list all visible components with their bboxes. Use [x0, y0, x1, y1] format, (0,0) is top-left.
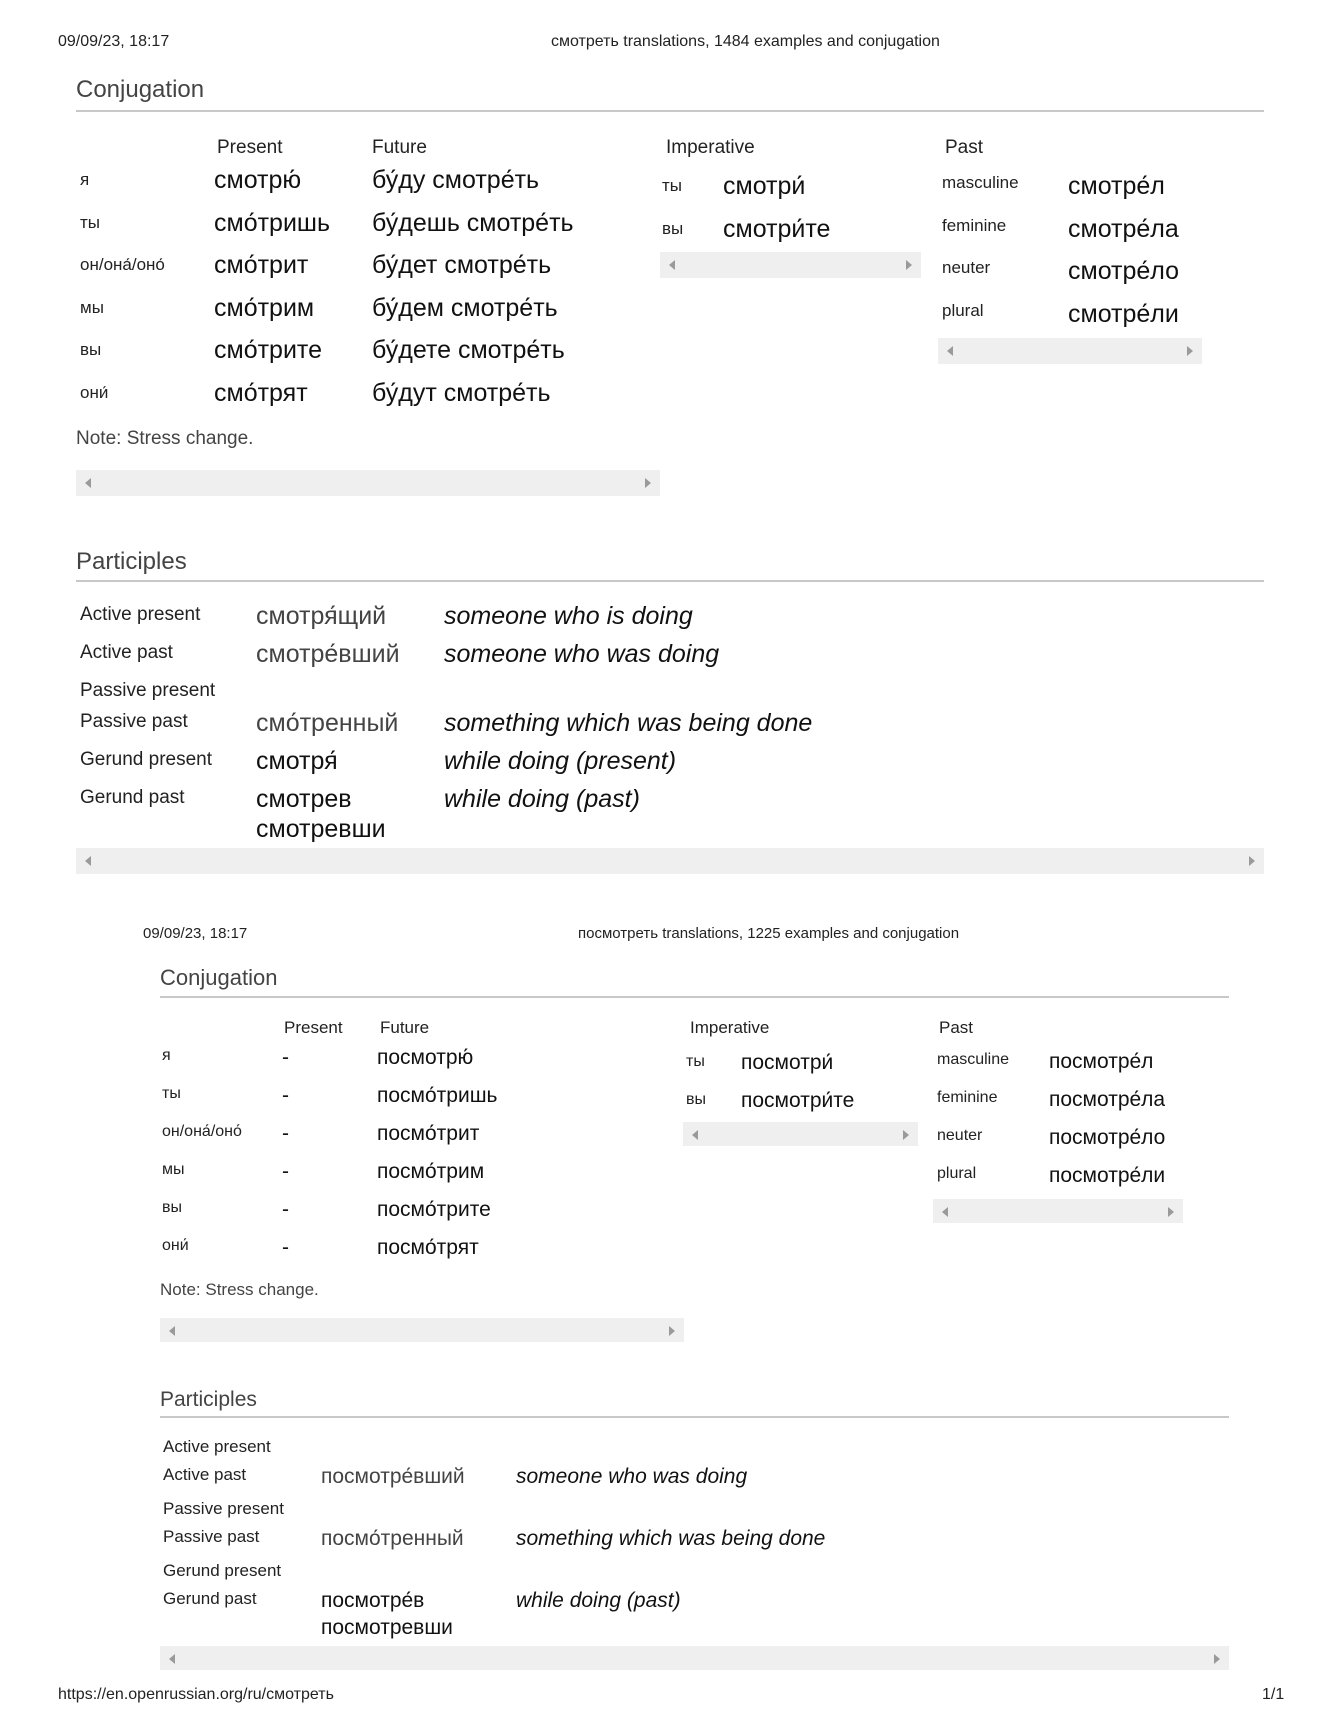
- participle-form: смотрев: [256, 785, 352, 813]
- past-form: смотре́ло: [1068, 257, 1180, 285]
- participle-meaning: someone who was doing: [444, 640, 720, 668]
- past-label: masculine: [942, 173, 1019, 192]
- past-form: посмотре́ли: [1049, 1164, 1166, 1187]
- present-form: -: [282, 1198, 289, 1221]
- present-form: смо́трим: [214, 294, 315, 322]
- participle-label: Gerund present: [163, 1561, 282, 1580]
- scroll-right-arrow-icon[interactable]: [1249, 856, 1255, 866]
- pronoun-label: я: [80, 170, 90, 189]
- past-label: plural: [942, 301, 984, 320]
- scroll-left-arrow-icon[interactable]: [669, 260, 675, 270]
- participle-label: Passive past: [163, 1527, 260, 1546]
- past-form: смотре́ла: [1068, 215, 1179, 243]
- participle-meaning: something which was being done: [444, 709, 813, 737]
- future-form: бу́дет смотре́ть: [372, 251, 552, 279]
- pronoun-label: я: [162, 1047, 171, 1064]
- present-form: смо́трит: [214, 251, 309, 279]
- participle-meaning: someone who was doing: [516, 1465, 748, 1488]
- participles-scrollbar[interactable]: [76, 848, 1264, 874]
- print-datetime: 09/09/23, 18:17: [143, 925, 248, 942]
- scroll-left-arrow-icon[interactable]: [85, 478, 91, 488]
- scroll-left-arrow-icon[interactable]: [947, 346, 953, 356]
- imperative-form: посмотри́те: [741, 1089, 855, 1112]
- participle-label: Gerund past: [163, 1589, 257, 1608]
- present-form: -: [282, 1122, 289, 1145]
- participle-label: Passive present: [163, 1499, 284, 1518]
- stress-note: Note: Stress change.: [76, 428, 254, 449]
- imperative-pronoun: ты: [662, 176, 683, 195]
- pronoun-label: вы: [162, 1199, 182, 1216]
- past-label: plural: [937, 1165, 977, 1182]
- section-divider: [76, 580, 1264, 582]
- future-form: посмо́трим: [377, 1160, 485, 1183]
- participle-label: Active present: [80, 604, 201, 625]
- present-form: смотрю́: [214, 166, 302, 194]
- pronoun-label: мы: [80, 298, 104, 317]
- conjugation-scrollbar[interactable]: [160, 1318, 684, 1342]
- column-header-present: Present: [284, 1018, 343, 1037]
- participle-form-alt: посмотревши: [321, 1616, 453, 1639]
- section-divider: [160, 1416, 1229, 1418]
- past-form: посмотре́ла: [1049, 1088, 1166, 1111]
- participles-scrollbar[interactable]: [160, 1646, 1229, 1670]
- past-label: neuter: [937, 1127, 983, 1144]
- conjugation-scrollbar[interactable]: [76, 470, 660, 496]
- column-header-imperative: Imperative: [690, 1018, 770, 1037]
- stress-note: Note: Stress change.: [160, 1280, 319, 1299]
- scroll-left-arrow-icon[interactable]: [942, 1207, 948, 1217]
- scroll-right-arrow-icon[interactable]: [645, 478, 651, 488]
- participle-form: посмотре́в: [321, 1589, 425, 1612]
- future-form: бу́дешь смотре́ть: [372, 209, 574, 237]
- past-label: feminine: [937, 1089, 998, 1106]
- past-label: masculine: [937, 1051, 1010, 1068]
- scroll-right-arrow-icon[interactable]: [1168, 1207, 1174, 1217]
- participle-meaning: while doing (past): [516, 1589, 681, 1612]
- participle-meaning: something which was being done: [516, 1527, 826, 1550]
- pronoun-label: они́: [80, 383, 109, 402]
- participle-form: смотре́вший: [256, 640, 400, 668]
- participle-meaning: while doing (past): [444, 785, 640, 813]
- present-form: смо́тришь: [214, 209, 330, 237]
- scroll-right-arrow-icon[interactable]: [906, 260, 912, 270]
- scroll-left-arrow-icon[interactable]: [692, 1130, 698, 1140]
- future-form: бу́дут смотре́ть: [372, 379, 551, 407]
- past-label: neuter: [942, 258, 991, 277]
- pronoun-label: он/она́/оно́: [80, 255, 165, 274]
- participles-heading: Participles: [160, 1388, 257, 1411]
- print-page-title: посмотреть translations, 1225 examples and conjugation: [578, 925, 960, 942]
- participle-label: Active past: [163, 1465, 247, 1484]
- scroll-left-arrow-icon[interactable]: [169, 1326, 175, 1336]
- scroll-right-arrow-icon[interactable]: [1187, 346, 1193, 356]
- imperative-form: посмотри́: [741, 1051, 834, 1074]
- participle-label: Passive present: [80, 680, 216, 701]
- present-form: -: [282, 1084, 289, 1107]
- imperative-pronoun: вы: [662, 219, 684, 238]
- participle-form: посмо́тренный: [321, 1527, 464, 1550]
- print-page-title: смотреть translations, 1484 examples and conjugation: [551, 33, 940, 50]
- future-form: бу́дете смотре́ть: [372, 336, 565, 364]
- pronoun-label: они́: [162, 1237, 189, 1254]
- column-header-imperative: Imperative: [666, 137, 755, 158]
- present-form: смо́трите: [214, 336, 322, 364]
- participle-label: Passive past: [80, 711, 188, 732]
- past-scrollbar[interactable]: [938, 338, 1202, 364]
- pronoun-label: ты: [162, 1085, 181, 1102]
- pronoun-label: он/она́/оно́: [162, 1123, 242, 1140]
- participle-label: Active present: [163, 1437, 271, 1456]
- past-label: feminine: [942, 216, 1007, 235]
- past-form: посмотре́л: [1049, 1050, 1154, 1073]
- past-form: смотре́л: [1068, 172, 1165, 200]
- participle-label: Gerund present: [80, 749, 213, 770]
- scroll-right-arrow-icon[interactable]: [903, 1130, 909, 1140]
- scroll-left-arrow-icon[interactable]: [85, 856, 91, 866]
- column-header-future: Future: [372, 137, 427, 158]
- imperative-form: смотри́те: [723, 215, 831, 243]
- conjugation-heading: Conjugation: [76, 76, 205, 103]
- future-form: посмотрю́: [377, 1046, 474, 1069]
- future-form: бу́дем смотре́ть: [372, 294, 558, 322]
- participle-meaning: someone who is doing: [444, 602, 693, 630]
- scroll-right-arrow-icon[interactable]: [669, 1326, 675, 1336]
- participle-form: смотря́щий: [256, 602, 387, 630]
- column-header-past: Past: [939, 1018, 974, 1037]
- imperative-scrollbar[interactable]: [660, 252, 921, 278]
- future-form: посмо́трит: [377, 1122, 480, 1145]
- participle-form-alt: смотревши: [256, 815, 386, 843]
- past-form: смотре́ли: [1068, 300, 1179, 328]
- pronoun-label: ты: [80, 213, 101, 232]
- present-form: -: [282, 1160, 289, 1183]
- participle-label: Gerund past: [80, 787, 185, 808]
- participle-form: смотря́: [256, 747, 338, 775]
- pronoun-label: мы: [162, 1161, 185, 1178]
- future-form: посмо́трят: [377, 1236, 479, 1259]
- present-form: -: [282, 1236, 289, 1259]
- participle-label: Active past: [80, 642, 173, 663]
- column-header-future: Future: [380, 1018, 430, 1037]
- future-form: посмо́трите: [377, 1198, 491, 1221]
- future-form: посмо́тришь: [377, 1084, 498, 1107]
- page-number: 1/1: [1262, 1686, 1285, 1703]
- print-datetime: 09/09/23, 18:17: [58, 33, 170, 50]
- present-form: смо́трят: [214, 379, 308, 407]
- conjugation-heading: Conjugation: [160, 965, 278, 990]
- imperative-scrollbar[interactable]: [683, 1122, 918, 1146]
- section-divider: [160, 996, 1229, 998]
- section-divider: [76, 110, 1264, 112]
- column-header-present: Present: [217, 137, 283, 158]
- participle-form: посмотре́вший: [321, 1465, 465, 1488]
- imperative-pronoun: ты: [686, 1053, 705, 1070]
- participle-form: смо́тренный: [256, 709, 399, 737]
- imperative-pronoun: вы: [686, 1091, 706, 1108]
- column-header-past: Past: [945, 137, 984, 158]
- past-scrollbar[interactable]: [933, 1199, 1183, 1223]
- participle-meaning: while doing (present): [444, 747, 677, 775]
- imperative-form: смотри́: [723, 172, 806, 200]
- present-form: -: [282, 1046, 289, 1069]
- scroll-left-arrow-icon[interactable]: [169, 1654, 175, 1664]
- source-url[interactable]: https://en.openrussian.org/ru/смотреть: [58, 1686, 334, 1703]
- past-form: посмотре́ло: [1049, 1126, 1166, 1149]
- future-form: бу́ду смотре́ть: [372, 166, 540, 194]
- participles-heading: Participles: [76, 548, 187, 575]
- scroll-right-arrow-icon[interactable]: [1214, 1654, 1220, 1664]
- pronoun-label: вы: [80, 340, 102, 359]
